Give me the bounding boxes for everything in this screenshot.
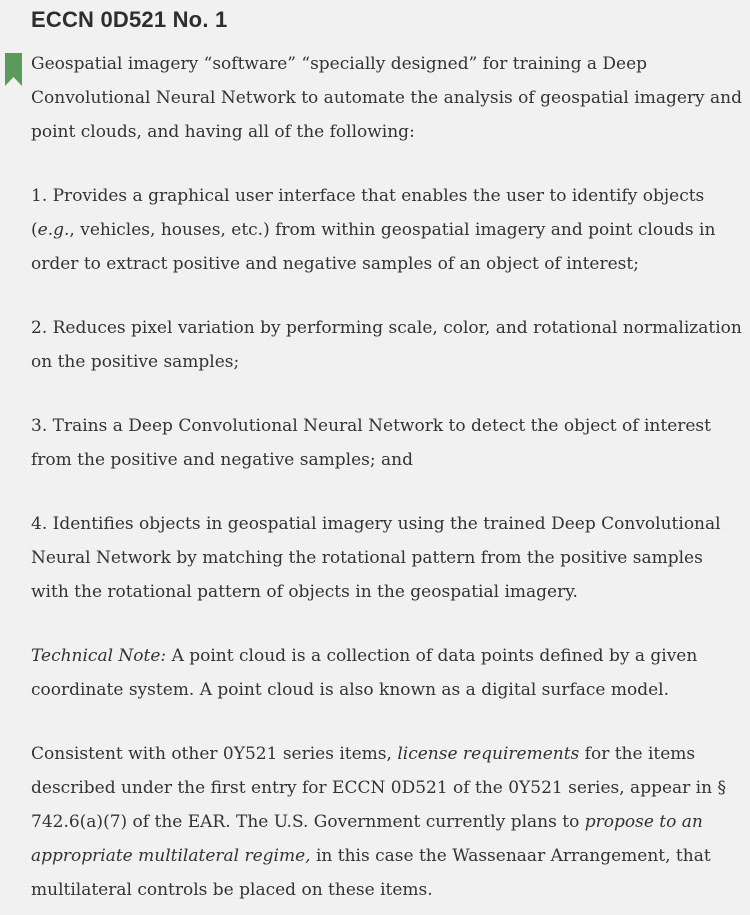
closing-text-2: for the items described under the first entry for ECCN 0D521 of the 0Y521 series, appear in § 742.6(a)(7) of the EAR. The U.S. Government currently plans to — [31, 744, 726, 832]
closing-emphasis-2: propose to an appropriate multilateral regime, — [31, 812, 703, 866]
closing-text-1: Consistent with other 0Y521 series items, — [31, 744, 398, 764]
technical-note — [31, 639, 743, 707]
bookmark-icon[interactable] — [5, 53, 22, 86]
list-item-4: 4. Identifies objects in geospatial imagery using the trained Deep Convolutional Neural Network by matching the rotational pattern from the positive samples with the rotational pattern of objects in the geospatial imagery. — [31, 514, 721, 602]
list-item-2: 2. Reduces pixel variation by performing scale, color, and rotational normalization on the positive samples; — [31, 318, 742, 372]
page-title: ECCN 0D521 No. 1 — [31, 7, 228, 32]
document-body — [31, 47, 743, 907]
closing-paragraph — [31, 737, 743, 907]
list-item-3: 3. Trains a Deep Convolutional Neural Network to detect the object of interest from the positive and negative samples; and — [31, 416, 711, 470]
closing-emphasis-1: license requirements — [397, 744, 580, 764]
list-item-1 — [31, 179, 743, 281]
list-item-1-emphasis: e.g. — [37, 220, 70, 240]
technical-note-label: Technical Note: — [31, 646, 167, 666]
technical-note-text: A point cloud is a collection of data points defined by a given coordinate system. A point cloud is also known as a digital surface model. — [31, 646, 698, 700]
list-item-1-text-end: , vehicles, houses, etc.) from within geospatial imagery and point clouds in order to extract positive and negative samples of an object of interest; — [31, 220, 716, 274]
closing-text-3: in this case the Wassenaar Arrangement, that multilateral controls be placed on these items. — [31, 846, 711, 900]
intro-paragraph: Geospatial imagery “software” “specially designed” for training a Deep Convolutional Neural Network to automate the analysis of geospatial imagery and point clouds, and having all of the following: — [31, 54, 743, 142]
list-item-1-text-start: 1. Provides a graphical user interface that enables the user to identify objects ( — [31, 186, 705, 240]
